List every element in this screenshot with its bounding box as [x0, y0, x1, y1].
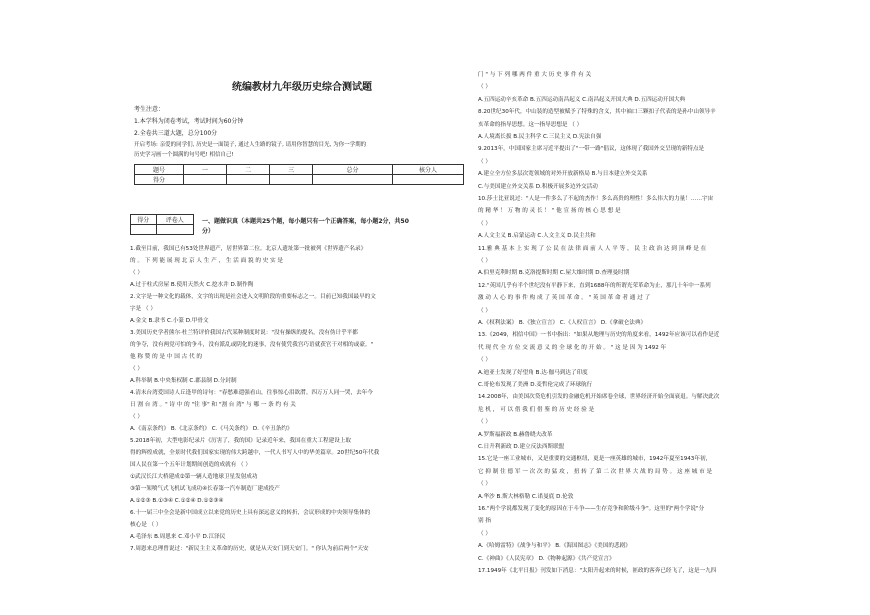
question-line: 激 动 人 心 的 事 件 构 成 了 英 国 革 命 。 " 英 国 革 命 者 通 过 了: [478, 295, 651, 302]
question-line: 亥革命的指导思想。这一指导思想是 （ ）: [478, 121, 583, 128]
score-header: 核分人: [393, 165, 464, 175]
question-line: ③第一架喷气式飞机试飞成功④长春第一汽车制造厂建成投产: [130, 486, 280, 492]
question-line: A.伯里克利时期 B.克洛提斯时期 C.屋大维时期 D.查理曼时期: [478, 270, 630, 277]
question-line: （ ）: [478, 419, 491, 426]
question-line: 7.周恩来总理曾说过："新民主主义革命的历史，就是从天安门到天安门。" 你认为前后两个"天安: [130, 546, 369, 552]
score-cell: [227, 175, 270, 185]
question-line: （ ）: [130, 270, 143, 276]
question-line: 4.清末台湾爱国诗人丘逢甲的诗句："春愁难遣强看山，往事惊心泪欲潸。四万万人同一哭，去年今: [130, 390, 373, 396]
question-line: 2.文字是一种文化的载体，文字的出现是社会进入文明阶段的重要标志之一。目前已知我国最早的文: [130, 294, 376, 300]
grader-cell: [131, 225, 157, 235]
notice-item: 2.全卷共三道大题，总分100分: [134, 130, 218, 137]
question-line: A.人文主义 B.启蒙运动 C.人文主义 D.民主共和: [478, 233, 596, 240]
score-cell: [270, 175, 313, 185]
score-header: 三: [270, 165, 313, 175]
question-line: A.迪亚士发现了好望角 B.达·伽马到达了印度: [478, 369, 588, 376]
question-line: （ ）: [130, 366, 143, 372]
score-row-label: 得分: [135, 175, 184, 185]
question-line: 1.截至目前，我国已有53处世界遗产，居世界第二位。北京人遗址第一批被列《世界遗产名录》: [130, 246, 367, 252]
question-line: 别 指: [478, 518, 491, 525]
question-line: A.罗斯福新政 B.赫鲁晓夫改革: [478, 431, 553, 438]
question-line: 危 机 ， 可 以 借 我 们 借 鉴 的 历 史 经 验 是: [478, 406, 595, 413]
question-line: 9.2013年，中国国家主席习近平提出了"一带一路"倡议，这体现了我国外交呈现的新特点是: [478, 146, 705, 153]
question-line: 17.1949年《北平日报》刊发如下消息："太阳升起来的时候，匪政的客奔已经飞了，这是一九四: [478, 568, 717, 574]
question-line: ①武汉长江大桥建成②第一辆人造地球卫星发射成功: [130, 474, 258, 480]
question-line: C.日升利新政 D.建立反法西斯联盟: [478, 444, 565, 450]
grader-score-label: 得分: [131, 215, 157, 225]
question-line: 3.美国历史学者熊尔·杜兰特评价我国古代某种制度时说："没有操纵的提名，没有伪计乎平都: [130, 330, 358, 336]
question-line: 13.《2049，相信中国》一书中指出："如果从地理与历史的角度来看，1492年应该可以看作是近: [478, 332, 720, 339]
question-line: A.《权利法案》 B.《独立宣言》 C.《人权宣言》 D.《拿破仑法典》: [478, 320, 647, 326]
question-line: 6.十一届三中全会是新中国成立以来党的历史上具有深远意义的转折，会议形成的中央领导集体的: [130, 510, 371, 516]
question-line: A.金文 B.隶书 C.小篆 D.甲骨文: [130, 318, 209, 324]
question-line: A.①②③ B.①③④ C.①②④ D.①②③④: [130, 498, 224, 504]
question-line: A.科举制 B.中央集权制 C.郡县制 D.分封制: [130, 378, 237, 384]
question-line: 10.莎士比亚说过："人是一件多么了不起的杰作！多么高贵的理性！多么伟大的力量！……宇宙: [478, 196, 714, 202]
question-line: C.《神曲》《人民宪章》 D.《物种起源》《共产党宣言》: [478, 555, 615, 562]
score-cell: [184, 175, 227, 185]
question-line: 得的辉煌成就，全景时代我们国家实现的伟大跨越中，一代人书写人中的华美篇章。20世纪50年代我: [130, 450, 380, 456]
score-cell: [393, 175, 464, 185]
question-line: （ ）: [478, 258, 491, 264]
section-title: 一、题做识真（本题共25个题，每小题只有一个正确答案，每小题2分，共50: [202, 218, 409, 225]
question-line: 的争夺，没有两党可怕的争斗，没有派乱或阴化的迷事，没有使凭我宫巧语就获官干对相的或豪。": [130, 342, 374, 348]
question-line: （ ）: [478, 220, 491, 227]
score-table: [134, 164, 464, 185]
question-line: 核心是 （ ）: [130, 522, 162, 528]
question-line: 它 抑 制 住 德 军 一 次 次 的 猛 攻 ， 扭 转 了 第 二 次 世 界 大 战 的 局 势 。 这 座 城 市 是: [478, 468, 713, 475]
question-line: 字是 （ ）: [130, 306, 156, 312]
question-line: 12."英国几乎有半个世纪没有平静下来，直到1688年的所谓光荣革命为止，那几十年中一系列: [478, 282, 711, 289]
score-cell: [313, 175, 393, 185]
question-line: （ ）: [478, 357, 491, 364]
question-line: C.与美国建立外交关系 D.积极开展多边外交活动: [478, 183, 598, 190]
grader-name-label: 评卷人: [156, 215, 193, 225]
question-line: 的 。 下 列 能 展 现 北 京 人 生 产 ， 生 活 面 貌 的 史 实 是: [130, 258, 284, 264]
score-header: 二: [227, 165, 270, 175]
question-line: （ ）: [130, 414, 143, 420]
page-title: 统编教材九年级历史综合测试题: [232, 82, 372, 93]
question-line: 国人民在第一个五年计划期间创造的成就有 （ ）: [130, 462, 252, 468]
question-line: A.五四运动辛亥革命 B.五四运动南昌起义 C.南昌起义开国大典 D.五四运动开国大典: [478, 96, 686, 103]
question-line: A.《南京条约》 B.《北京条约》 C.《马关条约》 D.《辛丑条约》: [130, 426, 293, 432]
question-line: A.建立全方位多层次宽领域的对外开放新格局 B.与日本建立外交关系: [478, 171, 648, 178]
notice-item: 历史学习画一个圆满的句号吧! 相信自己!: [134, 152, 234, 158]
question-line: （ ）: [478, 84, 491, 91]
question-line: 日 割 台 湾 。" 诗 中 的 "往 事" 和 "割 台 湾" 与 哪 一 条 约 有 关: [130, 402, 296, 408]
question-line: （ ）: [478, 307, 491, 314]
question-line: 代 现 代 全 方 位 交 流 意 义 的 全 球 化 的 开 始 。 " 这 是 因 为 1492 年: [478, 344, 667, 351]
question-line: 16."两个学说都发现了变化的原因在于斗争——生存竞争和阶级斗争"。这里的"两个学说"分: [478, 506, 705, 512]
grader-cell: [156, 225, 193, 235]
score-header: 总分: [313, 165, 393, 175]
question-line: 5.2018年初，大型电影纪录片《厉害了，我的国》记录近年来，我国在重大工程建设上取: [130, 438, 351, 444]
question-line: （ ）: [478, 481, 491, 488]
question-line: 14.2008年，由美国次贷危机引发的金融危机开始席卷全球，世界经济开始全面衰退。与解决此次: [478, 394, 720, 401]
question-line: 11.雅 典 基 本 上 实 现 了 公 民 在 法 律 面 前 人 人 平 等 ， 民 主 政 治 达 到 顶 峰 是 在: [478, 245, 707, 252]
question-line: A.毛泽东 B.周恩来 C.邓小平 D.江泽民: [130, 534, 226, 540]
question-line: 门 " 与 下 列 哪 两 件 重 大 历 史 事 件 有 关: [478, 72, 592, 78]
question-line: 的 精 华 ！ 万 物 的 灵 长 ！ " 他 宣 扬 的 核 心 思 想 是: [478, 208, 621, 215]
question-line: （ ）: [478, 158, 491, 165]
section-title-cont: 分）: [202, 228, 215, 235]
score-header: 一: [184, 165, 227, 175]
question-line: A.过于柱式房屋 B.使用天然火 C.挖水井 D.制作陶: [130, 282, 254, 288]
question-line: 8.20世纪30年代，中山装的造型被赋予了特殊的含义，其中袖口三颗扣子代表的是孙中山领导辛: [478, 109, 716, 116]
question-line: A.人境离长拔 B.民主科学 C.三民主义 D.宪法自强: [478, 134, 602, 140]
question-line: A.华沙 B.斯大林格勒 C.诺曼底 D.伦敦: [478, 493, 574, 500]
grader-box: [130, 214, 194, 235]
score-header: 题号: [135, 165, 184, 175]
question-line: C.哥伦布发现了美洲 D.麦哲伦完成了环球航行: [478, 382, 593, 388]
question-line: 他 称 赞 的 是 中 国 古 代 的: [130, 354, 202, 360]
question-line: A.《哈姆雷特》《战争与和平》 B.《海国图志》《美国的悲剧》: [478, 543, 631, 550]
notice-heading: 考生注意：: [134, 106, 165, 113]
notice-item: 开启考场: 亲爱的同学们, 历史是一面镜子, 通过人生路的镜子, 请用你智慧的目光, 为你一学期的: [134, 142, 367, 148]
question-line: （ ）: [478, 530, 491, 537]
notice-item: 1.本学科为闭卷考试，考试时间为60分钟: [134, 118, 244, 125]
question-line: 15.它是一座工业城市，又是重要的交通枢纽，更是一座英雄的城市，1942年夏至1943年初，: [478, 456, 712, 463]
